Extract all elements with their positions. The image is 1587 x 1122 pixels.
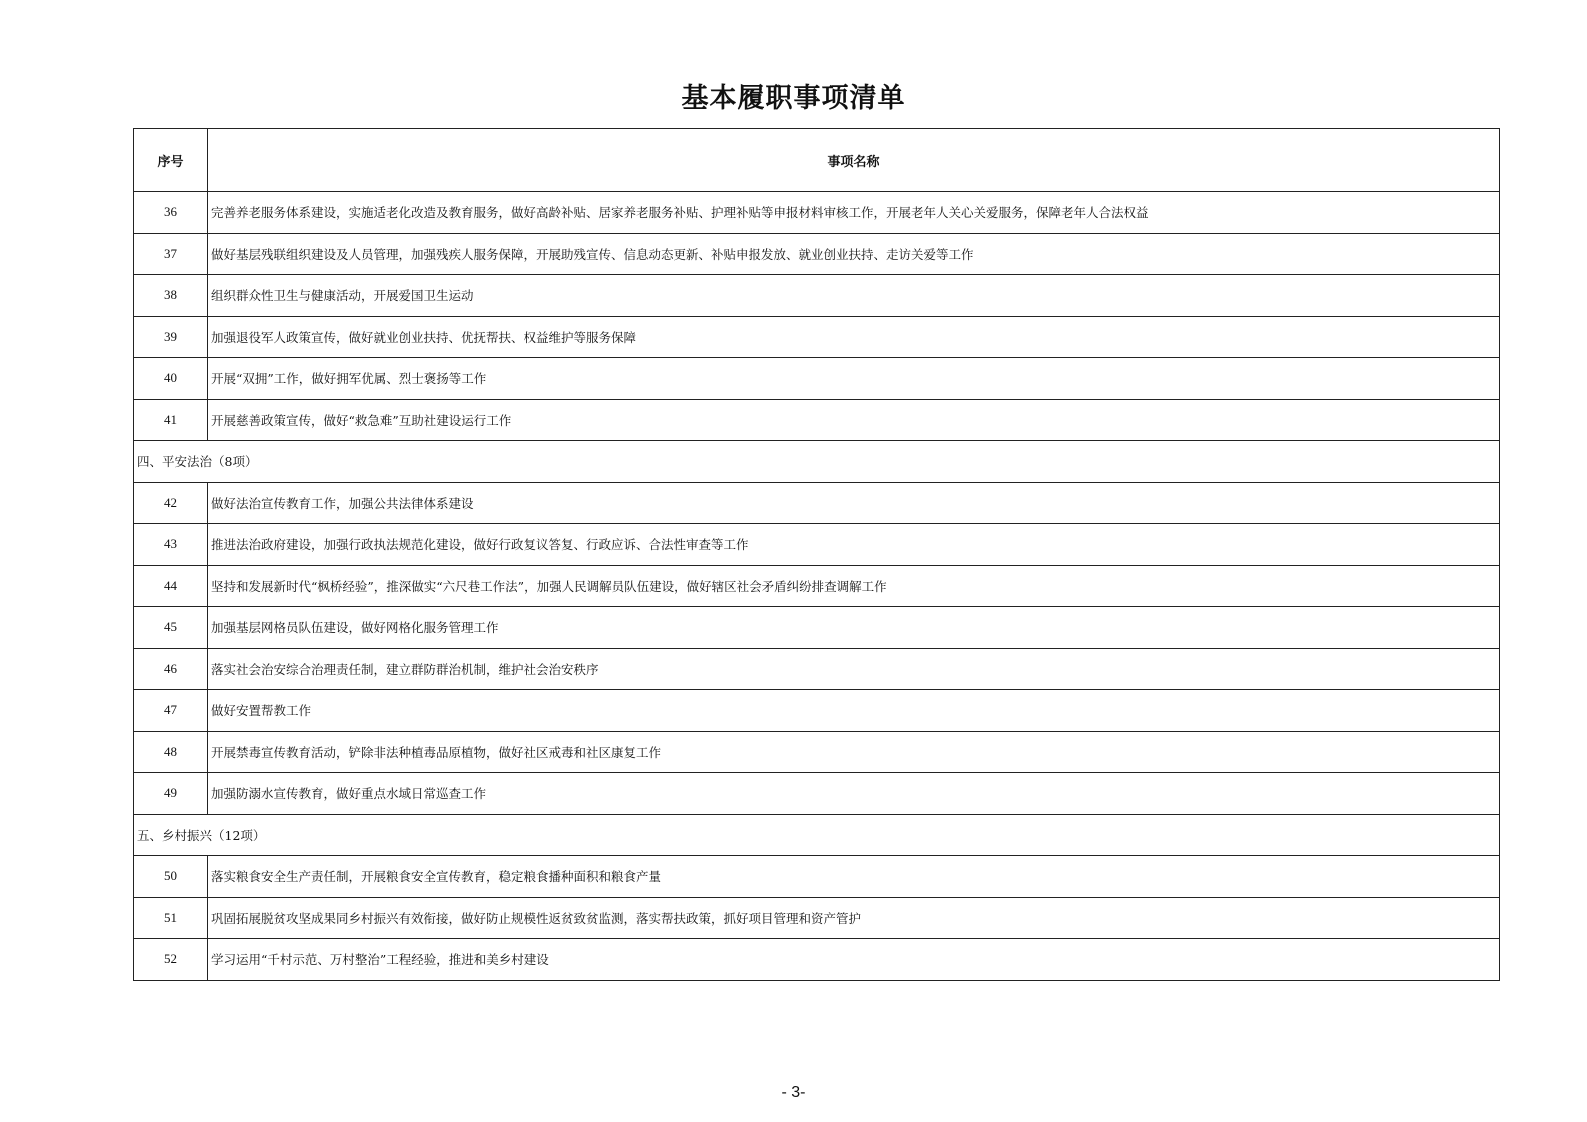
- page-title: 基本履职事项清单: [681, 83, 906, 114]
- item-number: 45: [134, 607, 208, 649]
- item-number: 44: [134, 565, 208, 607]
- item-name: 推进法治政府建设，加强行政执法规范化建设，做好行政复议答复、行政应诉、合法性审查等工作: [208, 524, 1500, 566]
- table-row: [134, 565, 1500, 607]
- table-row: [134, 233, 1500, 275]
- duty-items-table: [133, 128, 1500, 981]
- item-name: 加强防溺水宣传教育，做好重点水域日常巡查工作: [208, 773, 1500, 815]
- table-row: [134, 316, 1500, 358]
- item-number: 37: [134, 233, 208, 275]
- section-title: 四、平安法治（8项）: [134, 441, 1500, 483]
- item-name: 做好法治宣传教育工作，加强公共法律体系建设: [208, 482, 1500, 524]
- item-name: 加强基层网格员队伍建设，做好网格化服务管理工作: [208, 607, 1500, 649]
- item-number: 51: [134, 897, 208, 939]
- table-row: [134, 524, 1500, 566]
- table-header-row: [134, 129, 1500, 192]
- item-number: 46: [134, 648, 208, 690]
- table-row: [134, 939, 1500, 981]
- item-number: 52: [134, 939, 208, 981]
- table-row: [134, 856, 1500, 898]
- table-row: [134, 731, 1500, 773]
- item-name: 组织群众性卫生与健康活动，开展爱国卫生运动: [208, 275, 1500, 317]
- section-title: 五、乡村振兴（12项）: [134, 814, 1500, 856]
- item-number: 48: [134, 731, 208, 773]
- item-number: 50: [134, 856, 208, 898]
- table-row: [134, 607, 1500, 649]
- item-name: 坚持和发展新时代“枫桥经验”，推深做实“六尺巷工作法”，加强人民调解员队伍建设，做好辖区社会矛盾纠纷排查调解工作: [208, 565, 1500, 607]
- page-number: - 3-: [781, 1084, 806, 1101]
- table-row: [134, 897, 1500, 939]
- item-name: 开展慈善政策宣传，做好“救急难”互助社建设运行工作: [208, 399, 1500, 441]
- item-name: 学习运用“千村示范、万村整治”工程经验，推进和美乡村建设: [208, 939, 1500, 981]
- item-name: 落实社会治安综合治理责任制，建立群防群治机制，维护社会治安秩序: [208, 648, 1500, 690]
- table-row: [134, 192, 1500, 234]
- item-name: 加强退役军人政策宣传，做好就业创业扶持、优抚帮扶、权益维护等服务保障: [208, 316, 1500, 358]
- item-number: 40: [134, 358, 208, 400]
- item-name: 落实粮食安全生产责任制，开展粮食安全宣传教育，稳定粮食播种面积和粮食产量: [208, 856, 1500, 898]
- header-item-name: 事项名称: [208, 129, 1500, 192]
- item-number: 43: [134, 524, 208, 566]
- item-name: 做好安置帮教工作: [208, 690, 1500, 732]
- item-name: 巩固拓展脱贫攻坚成果同乡村振兴有效衔接，做好防止规模性返贫致贫监测，落实帮扶政策，抓好项目管理和资产管护: [208, 897, 1500, 939]
- item-number: 38: [134, 275, 208, 317]
- item-number: 47: [134, 690, 208, 732]
- item-number: 39: [134, 316, 208, 358]
- item-number: 42: [134, 482, 208, 524]
- item-name: 完善养老服务体系建设，实施适老化改造及教育服务，做好高龄补贴、居家养老服务补贴、护理补贴等申报材料审核工作，开展老年人关心关爱服务，保障老年人合法权益: [208, 192, 1500, 234]
- item-name: 开展“双拥”工作，做好拥军优属、烈士褒扬等工作: [208, 358, 1500, 400]
- table-row: [134, 275, 1500, 317]
- table-row: [134, 690, 1500, 732]
- table-row: [134, 358, 1500, 400]
- section-row: [134, 441, 1500, 483]
- item-number: 36: [134, 192, 208, 234]
- table-row: [134, 482, 1500, 524]
- item-name: 开展禁毒宣传教育活动，铲除非法种植毒品原植物，做好社区戒毒和社区康复工作: [208, 731, 1500, 773]
- table-row: [134, 773, 1500, 815]
- item-name: 做好基层残联组织建设及人员管理，加强残疾人服务保障，开展助残宣传、信息动态更新、补贴申报发放、就业创业扶持、走访关爱等工作: [208, 233, 1500, 275]
- table-row: [134, 648, 1500, 690]
- header-number: 序号: [134, 129, 208, 192]
- section-row: [134, 814, 1500, 856]
- item-number: 49: [134, 773, 208, 815]
- item-number: 41: [134, 399, 208, 441]
- table-row: [134, 399, 1500, 441]
